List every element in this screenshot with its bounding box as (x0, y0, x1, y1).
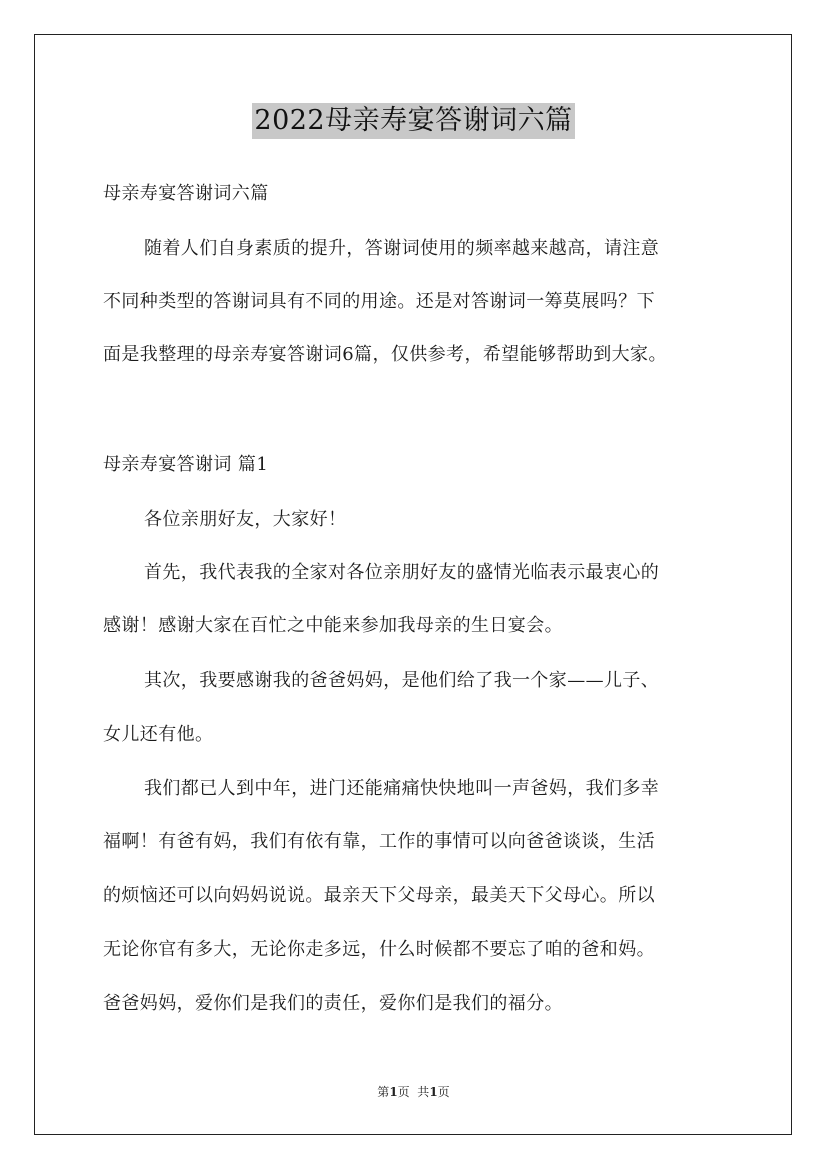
body-line: 的烦恼还可以向妈妈说说。最亲天下父母亲，最美天下父母心。所以 (103, 885, 655, 906)
footer-mid: 页 共 (397, 1085, 430, 1099)
body-line: 各位亲朋好友，大家好！ (144, 509, 347, 530)
footer-prefix: 第 (377, 1085, 390, 1099)
footer-page-total: 1 (429, 1085, 438, 1099)
intro-line: 不同种类型的答谢词具有不同的用途。还是对答谢词一筹莫展吗？下 (103, 291, 655, 312)
body-line: 无论你官有多大，无论你走多远，什么时候都不要忘了咱的爸和妈。 (103, 939, 655, 960)
body-line: 其次，我要感谢我的爸爸妈妈，是他们给了我一个家——儿子、 (144, 670, 660, 691)
body-line: 首先，我代表我的全家对各位亲朋好友的盛情光临表示最衷心的 (144, 562, 660, 583)
page-footer (0, 1084, 827, 1100)
body-line: 福啊！有爸有妈，我们有依有靠，工作的事情可以向爸爸谈谈，生活 (103, 831, 655, 852)
body-line: 女儿还有他。 (103, 724, 214, 745)
intro-line: 随着人们自身素质的提升，答谢词使用的频率越来越高，请注意 (144, 238, 660, 259)
body-line: 爸爸妈妈，爱你们是我们的责任，爱你们是我们的福分。 (103, 993, 563, 1014)
document-subtitle: 母亲寿宴答谢词六篇 (103, 183, 269, 204)
footer-suffix: 页 (437, 1085, 450, 1099)
footer-page-current: 1 (389, 1085, 398, 1099)
title-wrap (0, 103, 827, 139)
section-heading: 母亲寿宴答谢词 篇1 (103, 454, 269, 475)
document-title: 2022母亲寿宴答谢词六篇 (252, 103, 574, 139)
intro-line: 面是我整理的母亲寿宴答谢词6篇，仅供参考，希望能够帮助到大家。 (103, 344, 667, 365)
body-line: 我们都已人到中年，进门还能痛痛快快地叫一声爸妈，我们多幸 (144, 778, 660, 799)
body-line: 感谢！感谢大家在百忙之中能来参加我母亲的生日宴会。 (103, 615, 563, 636)
